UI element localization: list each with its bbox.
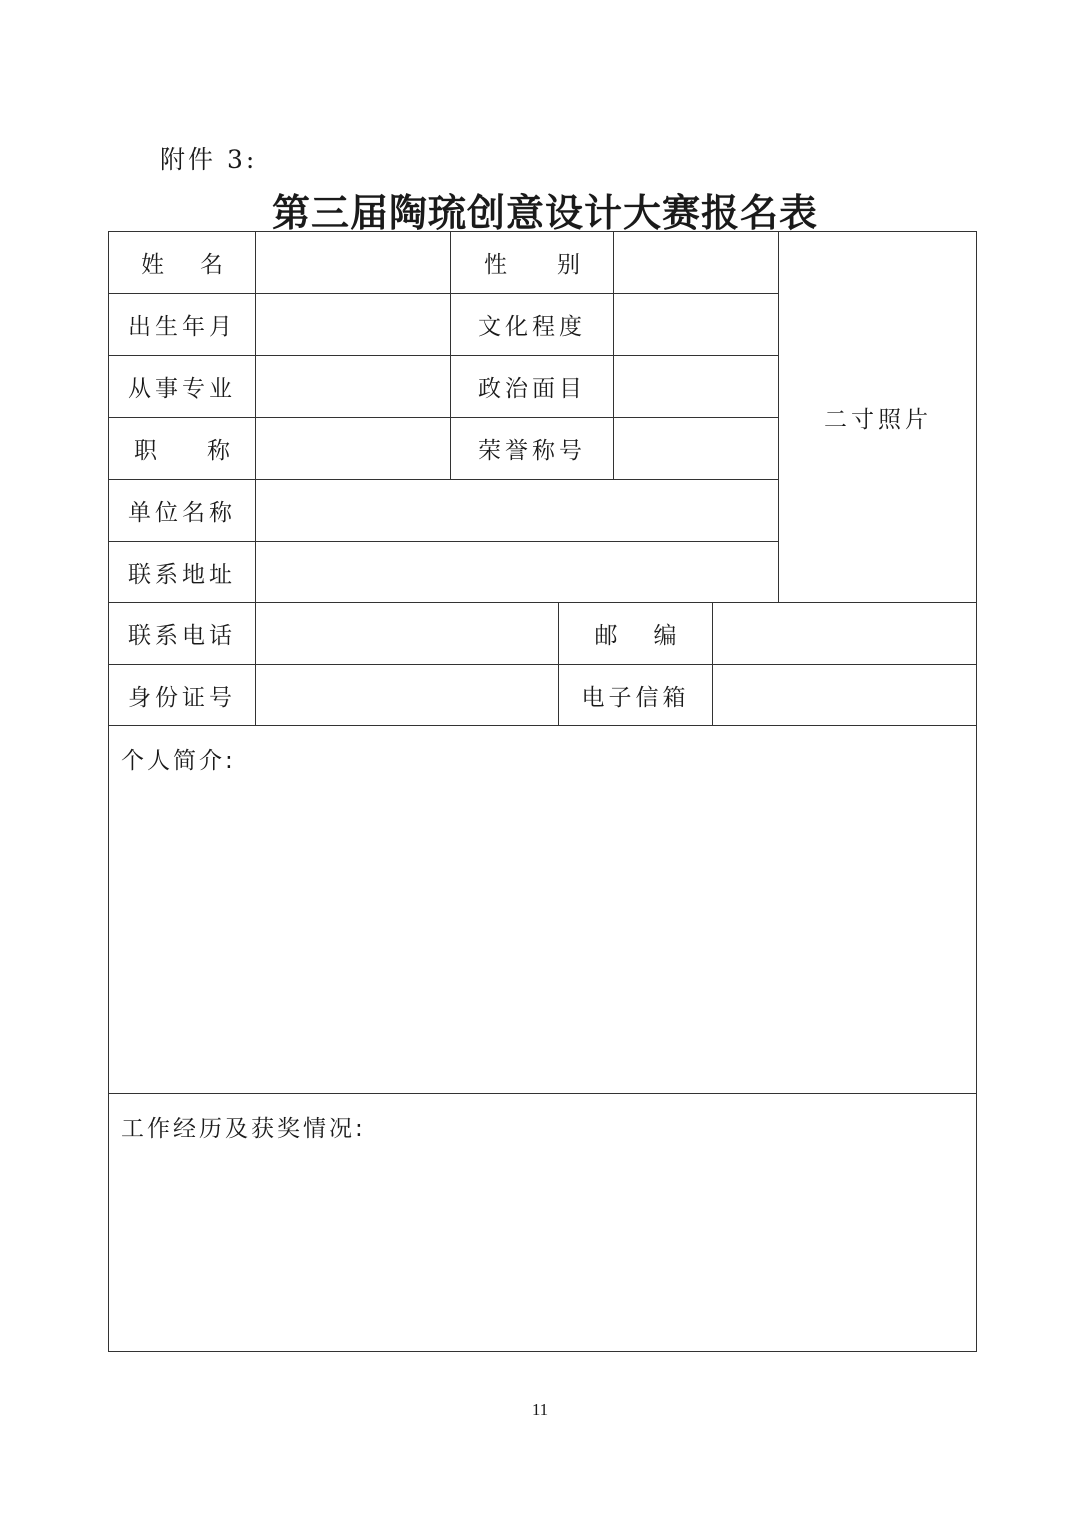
birth-label: 出生年月: [128, 314, 236, 340]
phone-field[interactable]: [255, 602, 558, 664]
intro-label: 个人简介:: [121, 748, 236, 774]
name-field[interactable]: [255, 231, 450, 293]
name-label-cell: [108, 231, 255, 293]
postcode-label-cell: [558, 602, 712, 664]
email-label-cell: [558, 664, 712, 725]
address-label: 联系地址: [128, 561, 236, 588]
id-field[interactable]: [255, 664, 558, 725]
email-label: 电子信箱: [581, 684, 690, 711]
profession-label-cell: [108, 355, 255, 417]
experience-label: 工作经历及获奖情况:: [121, 1116, 366, 1142]
honor-label: 荣誉称号: [478, 438, 586, 464]
name-label-char-2: 名: [200, 252, 223, 278]
registration-form: [108, 231, 977, 1352]
organization-field[interactable]: [255, 479, 778, 541]
phone-label: 联系电话: [128, 623, 236, 649]
honor-label-cell: [450, 417, 613, 479]
form-title: 第三届陶琉创意设计大赛报名表: [271, 190, 818, 235]
birth-label-cell: [108, 293, 255, 355]
postcode-label-char-1: 邮: [594, 623, 618, 649]
postcode-field[interactable]: [712, 602, 977, 664]
address-field[interactable]: [255, 541, 778, 602]
political-label-cell: [450, 355, 613, 417]
education-field[interactable]: [613, 293, 778, 355]
attachment-label: 附件 3:: [160, 145, 258, 174]
title-label-cell: [108, 417, 255, 479]
organization-label: 单位名称: [128, 500, 236, 526]
intro-field[interactable]: [108, 725, 977, 1093]
gender-label-char-1: 性: [484, 252, 507, 278]
organization-label-cell: [108, 479, 255, 541]
page-number: 11: [531, 1400, 549, 1419]
education-label-cell: [450, 293, 613, 355]
political-field[interactable]: [613, 355, 778, 417]
title-label-char-2: 称: [207, 438, 230, 464]
profession-label: 从事专业: [128, 376, 236, 402]
photo-box[interactable]: [778, 231, 977, 602]
postcode-label-char-2: 编: [653, 623, 677, 649]
job-title-field[interactable]: [255, 417, 450, 479]
experience-field[interactable]: [108, 1093, 977, 1352]
title-label-char-1: 职: [134, 438, 157, 464]
name-label-char-1: 姓: [141, 252, 164, 278]
gender-label-char-2: 别: [557, 252, 580, 278]
address-label-cell: [108, 541, 255, 602]
gender-label-cell: [450, 231, 613, 293]
phone-label-cell: [108, 602, 255, 664]
birth-field[interactable]: [255, 293, 450, 355]
id-label: 身份证号: [128, 684, 236, 711]
email-field[interactable]: [712, 664, 977, 725]
profession-field[interactable]: [255, 355, 450, 417]
gender-field[interactable]: [613, 231, 778, 293]
education-label: 文化程度: [478, 314, 586, 340]
political-label: 政治面目: [478, 376, 586, 402]
honor-field[interactable]: [613, 417, 778, 479]
id-label-cell: [108, 664, 255, 725]
photo-label: 二寸照片: [824, 406, 932, 433]
